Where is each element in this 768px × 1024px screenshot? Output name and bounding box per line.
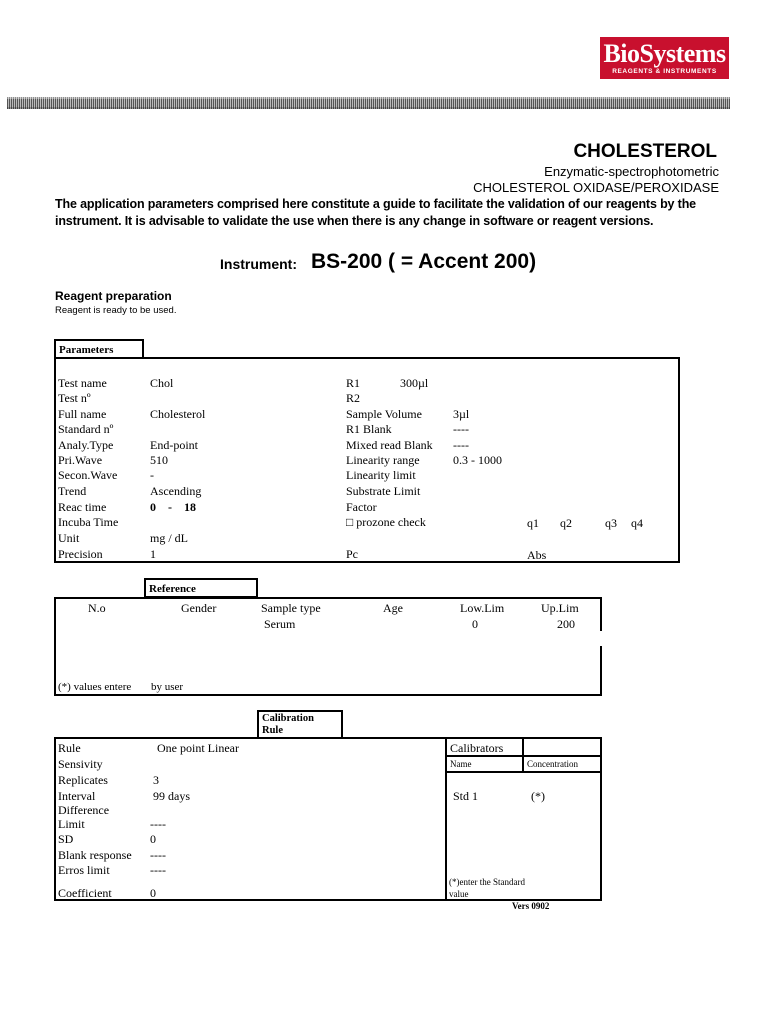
calibrator-std-name: Std 1: [453, 789, 479, 803]
calibration-label: Erros limit: [58, 863, 110, 877]
param-value: End-point: [150, 438, 198, 452]
param-label: Standard nº: [58, 422, 114, 436]
enzymes-text: CHOLESTEROL OXIDASE/PEROXIDASE: [473, 180, 719, 195]
method-text: Enzymatic-spectrophotometric: [544, 164, 719, 179]
version-label: Vers 0902: [512, 901, 550, 911]
param-value: ----: [453, 422, 469, 436]
logo-subtitle: REAGENTS & INSTRUMENTS: [612, 68, 717, 75]
ref-header-no: N.o: [88, 601, 106, 615]
param-label: R1 Blank: [346, 422, 392, 436]
intro-line-2: instrument. It is advisable to validate the use when there is any change in software or reagent versions.: [55, 214, 654, 228]
param-label: R1: [346, 376, 361, 390]
parameters-tab: [54, 339, 144, 359]
prozone-q3: q3: [605, 516, 617, 530]
param-value: 0 - 18: [150, 500, 196, 514]
param-value: -: [150, 468, 154, 482]
ref-header-gender: Gender: [181, 601, 217, 615]
reference-tab: [144, 578, 258, 598]
calibration-label: Coefficient: [58, 886, 112, 900]
prozone-q1: q1: [527, 516, 539, 530]
ref-header-sample-type: Sample type: [261, 601, 321, 615]
ref-note-a: (*) values entere: [58, 681, 132, 693]
calibrators-label: Calibrators: [450, 741, 504, 755]
param-label: Pri.Wave: [58, 453, 103, 467]
ref-note-b: by user: [151, 681, 184, 693]
calibration-value: 3: [153, 773, 159, 787]
parameters-tab-label: Parameters: [59, 344, 114, 356]
calibration-value: One point Linear: [157, 741, 239, 755]
param-value: mg / dL: [150, 531, 188, 545]
calibration-tab: [257, 710, 343, 739]
prozone-q4: q4: [631, 516, 643, 530]
ref-header-age: Age: [383, 601, 403, 615]
calibration-value: ----: [150, 848, 166, 862]
calibration-value: 0: [150, 832, 156, 846]
param-value: 510: [150, 453, 168, 467]
param-value: Ascending: [150, 484, 202, 498]
param-label: Reac time: [58, 500, 107, 514]
instrument-name: BS-200 ( = Accent 200): [311, 250, 537, 273]
logo-name: BioSystems: [603, 39, 726, 68]
param-label: Factor: [346, 500, 377, 514]
param-label: Test name: [58, 376, 107, 390]
calibration-value: ----: [150, 817, 166, 831]
calibrator-std-concentration: (*): [531, 789, 545, 803]
param-label: Linearity limit: [346, 468, 416, 482]
param-label: R2: [346, 391, 361, 405]
calibration-label: Sensivity: [58, 757, 103, 771]
param-label: Sample Volume: [346, 407, 422, 421]
calibration-tab-label: Calibration Rule: [262, 713, 314, 736]
calibration-label: Blank response: [58, 848, 132, 862]
calibration-value: 99 days: [153, 789, 190, 803]
calibration-label: Replicates: [58, 773, 108, 787]
param-label: Pc: [346, 547, 358, 561]
reference-tab-label: Reference: [149, 583, 196, 595]
ref-sample-type: Serum: [264, 617, 296, 631]
ref-header-low-lim: Low.Lim: [460, 601, 505, 615]
param-label: Test nº: [58, 391, 91, 405]
param-value: Chol: [150, 376, 174, 390]
calibration-label: Rule: [58, 741, 81, 755]
header-banner: [7, 97, 730, 109]
param-value: 300µl: [400, 376, 429, 390]
param-label: Unit: [58, 531, 80, 545]
ref-low-lim: 0: [472, 617, 478, 631]
param-label: Full name: [58, 407, 107, 421]
reagent-text: Reagent is ready to be used.: [55, 305, 177, 316]
param-label: Trend: [58, 484, 87, 498]
ref-up-lim: 200: [557, 617, 575, 631]
param-label: Mixed read Blank: [346, 438, 433, 452]
param-value: 1: [150, 547, 156, 561]
intro-line-1: The application parameters comprised here constitute a guide to facilitate the validation of our reagents by the: [55, 197, 696, 211]
param-value: 0.3 - 1000: [453, 453, 502, 467]
biosystems-logo: [600, 37, 729, 79]
param-value: 3µl: [453, 407, 470, 421]
param-value: Cholesterol: [150, 407, 206, 421]
calibration-label: Difference Limit: [58, 803, 110, 831]
param-label: Incuba Time: [58, 515, 119, 529]
ref-header-up-lim: Up.Lim: [541, 601, 579, 615]
param-label: Secon.Wave: [58, 468, 118, 482]
param-label: Substrate Limit: [346, 484, 421, 498]
calibrators-col-name: Name: [450, 759, 472, 769]
param-label: Linearity range: [346, 453, 420, 467]
prozone-q2: q2: [560, 516, 572, 530]
abs-label: Abs: [527, 548, 547, 562]
instrument-label: Instrument:: [220, 256, 297, 272]
calibration-label: Interval: [58, 789, 96, 803]
param-value: ----: [453, 438, 469, 452]
calibrators-col-concentration: Concentration: [527, 759, 578, 769]
calibration-label: SD: [58, 832, 74, 846]
reagent-heading: Reagent preparation: [55, 289, 172, 303]
calibration-value: 0: [150, 886, 156, 900]
param-label: □ prozone check: [346, 515, 426, 529]
param-label: Analy.Type: [58, 438, 114, 452]
param-label: Precision: [58, 547, 103, 561]
calibrator-note: (*)enter the Standard value: [449, 877, 525, 899]
calibration-value: ----: [150, 863, 166, 877]
page-title: CHOLESTEROL: [573, 141, 717, 162]
